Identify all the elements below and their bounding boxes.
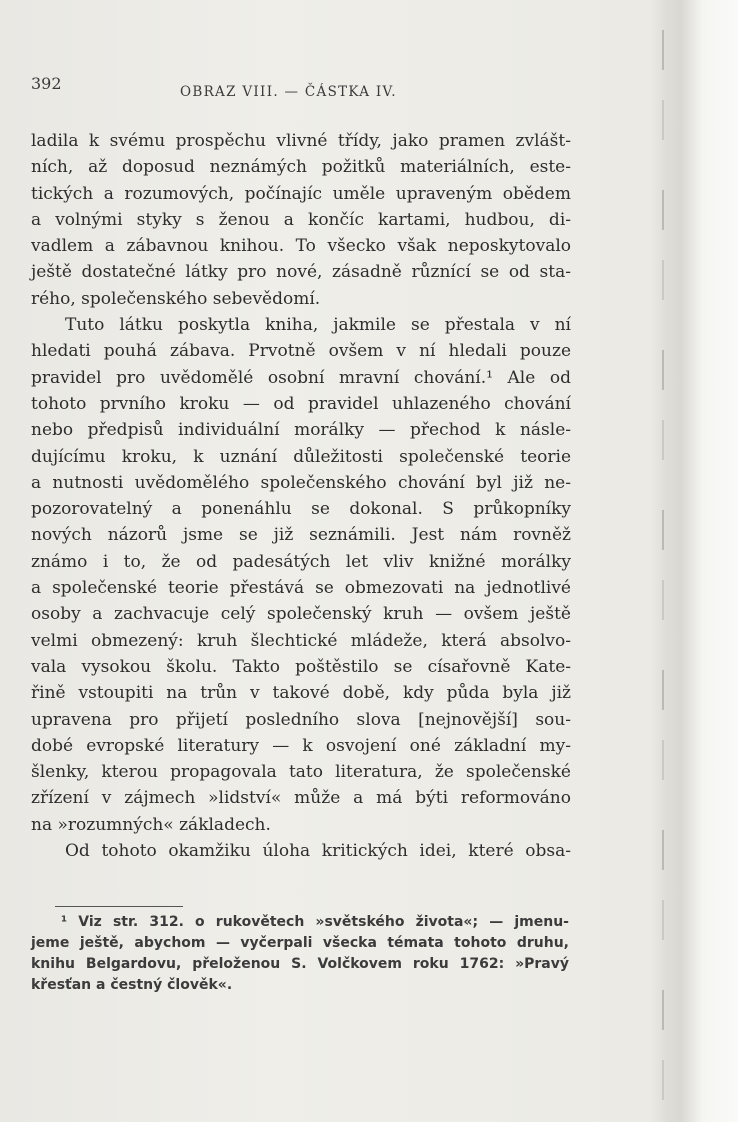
footnote-line: knihu Belgardovu, přeloženou S. Volčkovem roku 1762: »Pravý <box>31 956 569 972</box>
text-line: dujícímu kroku, k uznání důležitosti společenské teorie <box>31 446 571 467</box>
text-line: nebo předpisů individuální morálky — přechod k násle- <box>31 420 571 441</box>
text-line: pravidel pro uvědomělé osobní mravní chování.¹ Ale od <box>31 367 571 388</box>
text-line: pozorovatelný a ponenáhlu se dokonal. S průkopníky <box>31 499 571 520</box>
binding-mark <box>662 30 664 1100</box>
text-line: velmi obmezený: kruh šlechtické mládeže, která absolvo- <box>31 630 571 651</box>
text-line: řině vstoupiti na trůn v takové době, kdy půda byla již <box>31 683 571 704</box>
footnote-line: ¹ Viz str. 312. o rukovětech »světského života«; — jmenu- <box>61 914 569 930</box>
text-line: a nutnosti uvědomělého společenského chování byl již ne- <box>31 472 571 493</box>
text-line: Od tohoto okamžiku úloha kritických idei, které obsa- <box>65 841 571 862</box>
text-line: hledati pouhá zábava. Prvotně ovšem v ní hledali pouze <box>31 341 571 362</box>
text-line: vala vysokou školu. Takto poštěstilo se císařovně Kate- <box>31 656 571 677</box>
text-line: šlenky, kterou propagovala tato literatura, že společenské <box>31 762 571 783</box>
text-line: upravena pro přijetí posledního slova [nejnovější] sou- <box>31 709 571 730</box>
text-line: na »rozumných« základech. <box>31 814 271 835</box>
running-head: OBRAZ VIII. — ČÁSTKA IV. <box>180 84 397 100</box>
text-line: ních, až doposud neznámých požitků materiálních, este- <box>31 157 571 178</box>
page-number: 392 <box>31 74 62 93</box>
body-text <box>31 128 571 864</box>
text-line: a společenské teorie přestává se obmezovati na jednotlivé <box>31 578 571 599</box>
footnote-line: křesťan a čestný člověk«. <box>31 977 233 993</box>
footnote-line: jeme ještě, abychom — vyčerpali všecka témata tohoto druhu, <box>31 935 569 951</box>
text-line: zřízení v zájmech »lidství« může a má býti reformováno <box>31 788 571 809</box>
text-line: známo i to, že od padesátých let vliv knižné morálky <box>31 551 571 572</box>
text-line: dobé evropské literatury — k osvojení oné základní my- <box>31 735 571 756</box>
text-line: a volnými styky s ženou a končíc kartami, hudbou, di- <box>31 209 571 230</box>
text-line: Tuto látku poskytla kniha, jakmile se přestala v ní <box>65 315 571 336</box>
text-line: ještě dostatečné látky pro nové, zásadně různící se od sta- <box>31 262 571 283</box>
text-line: osoby a zachvacuje celý společenský kruh — ovšem ještě <box>31 604 571 625</box>
text-line: ladila k svému prospěchu vlivné třídy, jako pramen zvlášt- <box>31 131 571 151</box>
text-line: nových názorů jsme se již seznámili. Jest nám rovněž <box>31 525 571 546</box>
text-line: tických a rozumových, počínajíc uměle upraveným obědem <box>31 183 571 204</box>
text-line: rého, společenského sebevědomí. <box>31 288 321 309</box>
footnote <box>31 912 569 996</box>
text-line: vadlem a zábavnou knihou. To všecko však neposkytovalo <box>31 236 571 257</box>
footnote-rule <box>55 906 183 907</box>
text-line: tohoto prvního kroku — od pravidel uhlazeného chování <box>31 393 571 414</box>
